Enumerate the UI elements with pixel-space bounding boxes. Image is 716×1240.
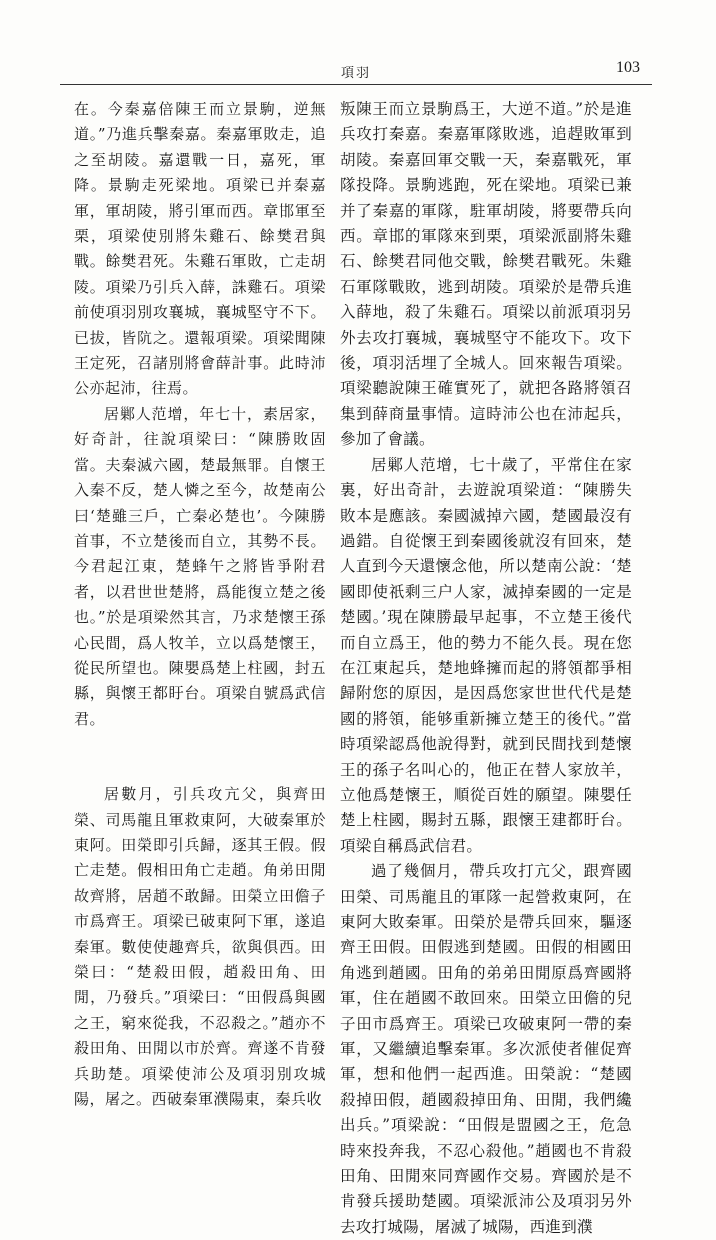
translation-column bbox=[340, 97, 632, 1240]
page-number: 103 bbox=[616, 59, 640, 76]
classical-paragraph-1: 在。今秦嘉倍陳王而立景駒，逆無道。”乃進兵擊秦嘉。秦嘉軍敗走，追之至胡陵。嘉還戰一日，嘉死，軍降。景駒走死梁地。項梁已并秦嘉軍，軍胡陵，將引軍而西。章邯軍至栗，項梁使別將朱雞石、餘樊君與戰。餘樊君死。朱雞石軍敗，亡走胡陵。項梁乃引兵入薛，誅雞石。項梁前使項羽別攻襄城，襄城堅守不下。已拔，皆阬之。還報項梁。項梁聞陳王定死，召諸別將會薛計事。此時沛公亦起沛，往焉。 bbox=[74, 100, 326, 398]
classical-paragraph-2: 居鄛人范增，年七十，素居家，好奇計，往說項梁曰：“陳勝敗固當。夫秦滅六國，楚最無罪。自懷王入秦不反，楚人憐之至今，故楚南公曰‘楚雖三戶，亡秦必楚也’。今陳勝首事，不立楚後而自立，其勢不長。今君起江東，楚蜂午之將皆爭附君者，以君世世楚將，爲能復立楚之後也。”於是項梁然其言，乃求楚懷王孫心民間，爲人牧羊，立以爲楚懷王，從民所望也。陳嬰爲楚上柱國，封五縣，與懷王都盱台。項梁自號爲武信君。 bbox=[74, 404, 326, 728]
header-rule bbox=[60, 84, 652, 85]
running-title: 項羽 bbox=[340, 66, 371, 81]
classical-text-column bbox=[74, 97, 326, 1112]
translation-paragraph-2: 居鄛人范增，七十歲了，平常住在家裏，好出奇計，去遊說項梁道：“陳勝失敗本是應該。秦國滅掉六國，楚國最沒有過錯。自從懷王到秦國後就沒有回來，楚人直到今天還懷念他，所以楚南公說：‘楚國即使祇剩三户人家，滅掉秦國的一定是楚國。’現在陳勝最早起事，不立楚王後代而自立爲王，他的勢力不能久長。現在您在江東起兵，楚地蜂擁而起的將領都爭相歸附您的原因，是因爲您家世世代代是楚國的將領，能够重新擁立楚王的後代。”當時項梁認爲他說得對，就到民間找到楚懷王的孫子名叫心的，他正在替人家放羊，立他爲楚懷王，順從百姓的願望。陳嬰任楚上柱國，賜封五縣，跟懷王建都盱台。項梁自稱爲武信君。 bbox=[340, 455, 632, 855]
translation-paragraph-3: 過了幾個月，帶兵攻打亢父，跟齊國田榮、司馬龍且的軍隊一起營救東阿，在東阿大敗秦軍。田榮於是帶兵回來，驅逐齊王田假。田假逃到楚國。田假的相國田角逃到趙國。田角的弟弟田閒原爲齊國將軍，住在趙國不敢回來。田榮立田儋的兒子田市爲齊王。項梁已攻破東阿一帶的秦軍，又繼續追擊秦軍。多次派使者催促齊軍，想和他們一起西進。田榮說：“楚國殺掉田假，趙國殺掉田角、田閒，我們纔出兵。”項梁說：“田假是盟國之王，危急時來投奔我，不忍心殺他。”趙國也不肯殺田角、田閒來同齊國作交易。齊國於是不肯發兵援助楚國。項梁派沛公及項羽另外去攻打城陽，屠滅了城陽，西進到濮 bbox=[340, 862, 632, 1236]
translation-paragraph-1: 叛陳王而立景駒爲王，大逆不道。”於是進兵攻打秦嘉。秦嘉軍隊敗逃，追趕敗軍到胡陵。秦嘉回軍交戰一天，秦嘉戰死，軍隊投降。景駒逃跑，死在梁地。項梁已兼并了秦嘉的軍隊，駐軍胡陵，將要帶兵向西。章邯的軍隊來到栗，項梁派副將朱雞石、餘樊君同他交戰，餘樊君戰死。朱雞石軍隊戰敗，逃到胡陵。項梁於是帶兵進入薛地，殺了朱雞石。項梁以前派項羽另外去攻打襄城，襄城堅守不能攻下。攻下後，項羽活埋了全城人。回來報告項梁。項梁聽說陳王確實死了，就把各路將領召集到薛商量事情。這時沛公也在沛起兵，參加了會議。 bbox=[340, 100, 632, 449]
classical-paragraph-3: 居數月，引兵攻亢父，與齊田榮、司馬龍且軍救東阿，大破秦軍於東阿。田榮即引兵歸，逐其王假。假亡走楚。假相田角亡走趙。角弟田閒故齊將，居趙不敢歸。田榮立田儋子市爲齊王。項梁已破東阿下軍，遂追秦軍。數使使趣齊兵，欲與俱西。田榮曰：“楚殺田假，趙殺田角、田閒，乃發兵。”項梁曰：“田假爲與國之王，窮來從我，不忍殺之。”趙亦不殺田角、田閒以市於齊。齊遂不肯發兵助楚。項梁使沛公及項羽別攻城陽，屠之。西破秦軍濮陽東，秦兵收 bbox=[74, 785, 326, 1109]
paragraph-gap bbox=[74, 732, 326, 782]
page-header bbox=[60, 59, 652, 84]
